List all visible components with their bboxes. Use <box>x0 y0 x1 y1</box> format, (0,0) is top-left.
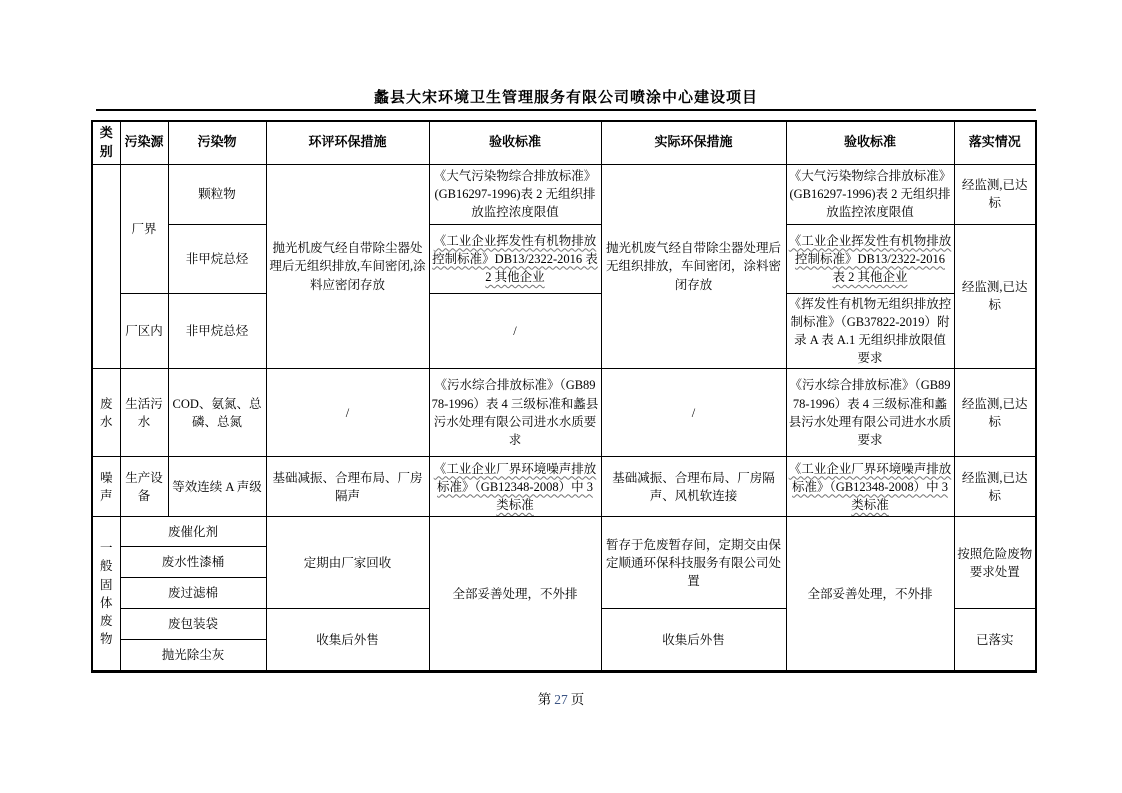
col-header-implementation: 落实情况 <box>954 121 1036 164</box>
cell-solid-eia-recycle: 定期由厂家回收 <box>266 517 429 609</box>
cell-noise-acceptance1: 《工业企业厂界环境噪声排放标准》（GB12348-2008）中 3 类标准 <box>429 457 601 517</box>
cell-gas-pollutant-nmhc-boundary: 非甲烷总烃 <box>168 224 266 293</box>
cell-solid-item-filter-cotton: 废过滤棉 <box>120 578 266 609</box>
page-number: 27 <box>554 692 568 707</box>
footer-suffix: 页 <box>570 692 585 707</box>
col-header-source: 污染源 <box>120 121 168 164</box>
cell-solid-impl-done: 已落实 <box>954 609 1036 672</box>
cell-gas-pollutant-particulate: 颗粒物 <box>168 164 266 224</box>
table-row-noise <box>92 457 1036 517</box>
cell-gas-acceptance2-nmhc: 《工业企业挥发性有机物排放控制标准》DB13/2322-2016 表 2 其他企业 <box>786 224 954 293</box>
page-title: 蠡县大宋环境卫生管理服务有限公司喷涂中心建设项目 <box>373 90 758 106</box>
cell-noise-source: 生产设备 <box>120 457 168 517</box>
table-row-particulate <box>92 164 1036 224</box>
cell-solid-actual-storage: 暂存于危废暂存间，定期交由保定顺通环保科技服务有限公司处置 <box>601 517 786 609</box>
cell-solid-item-polishing-dust: 抛光除尘灰 <box>120 640 266 672</box>
col-header-acceptance-std-2: 验收标准 <box>786 121 954 164</box>
cell-noise-category: 噪声 <box>92 457 120 517</box>
cell-water-impl: 经监测,已达标 <box>954 369 1036 457</box>
page-footer <box>0 688 1122 708</box>
cell-gas-acceptance1-nmhc: 《工业企业挥发性有机物排放控制标准》DB13/2322-2016 表 2 其他企业 <box>429 224 601 293</box>
cell-water-source: 生活污水 <box>120 369 168 457</box>
footer-prefix: 第 <box>537 692 552 707</box>
cell-water-actual-measures: / <box>601 369 786 457</box>
cell-solid-item-packaging: 废包装袋 <box>120 609 266 640</box>
cell-solid-acceptance1: 全部妥善处理，不外排 <box>429 517 601 672</box>
cell-solid-actual-sell: 收集后外售 <box>601 609 786 672</box>
cell-gas-category <box>92 164 120 369</box>
cell-gas-acceptance2-particulate: 《大气污染物综合排放标准》(GB16297-1996)表 2 无组织排放监控浓度限值 <box>786 164 954 224</box>
cell-gas-impl-particulate: 经监测,已达标 <box>954 164 1036 224</box>
cell-solid-acceptance2: 全部妥善处理，不外排 <box>786 517 954 672</box>
cell-water-pollutant: COD、氨氮、总磷、总氮 <box>168 369 266 457</box>
cell-gas-acceptance1-particulate: 《大气污染物综合排放标准》(GB16297-1996)表 2 无组织排放监控浓度限值 <box>429 164 601 224</box>
cell-gas-impl-nmhc: 经监测,已达标 <box>954 224 1036 369</box>
header-rule <box>96 109 1036 111</box>
table-row-solid-waste-1 <box>92 517 1036 547</box>
cell-water-acceptance2: 《污水综合排放标准》（GB8978-1996）表 4 三级标准和蠡县污水处理有限公司进水水质要求 <box>786 369 954 457</box>
col-header-acceptance-std-1: 验收标准 <box>429 121 601 164</box>
cell-gas-source-boundary: 厂界 <box>120 164 168 293</box>
cell-noise-acceptance2: 《工业企业厂界环境噪声排放标准》（GB12348-2008）中 3 类标准 <box>786 457 954 517</box>
cell-solid-item-catalyst: 废催化剂 <box>120 517 266 547</box>
col-header-actual-measures: 实际环保措施 <box>601 121 786 164</box>
col-header-eia-measures: 环评环保措施 <box>266 121 429 164</box>
compliance-table <box>91 120 1037 673</box>
cell-solid-eia-sell: 收集后外售 <box>266 609 429 672</box>
cell-noise-actual-measures: 基础减振、合理布局、厂房隔声、风机软连接 <box>601 457 786 517</box>
cell-gas-source-plant-area: 厂区内 <box>120 293 168 369</box>
cell-solid-item-paint-bucket: 废水性漆桶 <box>120 547 266 578</box>
col-header-pollutant: 污染物 <box>168 121 266 164</box>
cell-water-acceptance1: 《污水综合排放标准》（GB8978-1996）表 4 三级标准和蠡县污水处理有限公司进水水质要求 <box>429 369 601 457</box>
cell-noise-eia-measures: 基础减振、合理布局、厂房隔声 <box>266 457 429 517</box>
cell-gas-pollutant-nmhc-plant-area: 非甲烷总烃 <box>168 293 266 369</box>
cell-solid-impl-hazardous: 按照危险废物要求处置 <box>954 517 1036 609</box>
cell-water-category: 废水 <box>92 369 120 457</box>
table-row-waste-water <box>92 369 1036 457</box>
cell-gas-eia-measures: 抛光机废气经自带除尘器处理后无组织排放,车间密闭,涂料应密闭存放 <box>266 164 429 369</box>
cell-gas-acceptance1-plant-area: / <box>429 293 601 369</box>
cell-solid-category: 一般固体废物 <box>92 517 120 672</box>
cell-gas-actual-measures: 抛光机废气经自带除尘器处理后无组织排放，车间密闭，涂料密闭存放 <box>601 164 786 369</box>
cell-gas-acceptance2-fugitive: 《挥发性有机物无组织排放控制标准》（GB37822-2019）附录 A 表 A.1 无组织排放限值要求 <box>786 293 954 369</box>
header-row <box>92 121 1036 164</box>
cell-noise-pollutant: 等效连续 A 声级 <box>168 457 266 517</box>
table-row-nmhc-boundary <box>92 224 1036 293</box>
cell-noise-impl: 经监测,已达标 <box>954 457 1036 517</box>
table-row-nmhc-plant-area <box>92 293 1036 369</box>
cell-water-eia-measures: / <box>266 369 429 457</box>
col-header-category: 类别 <box>92 121 120 164</box>
